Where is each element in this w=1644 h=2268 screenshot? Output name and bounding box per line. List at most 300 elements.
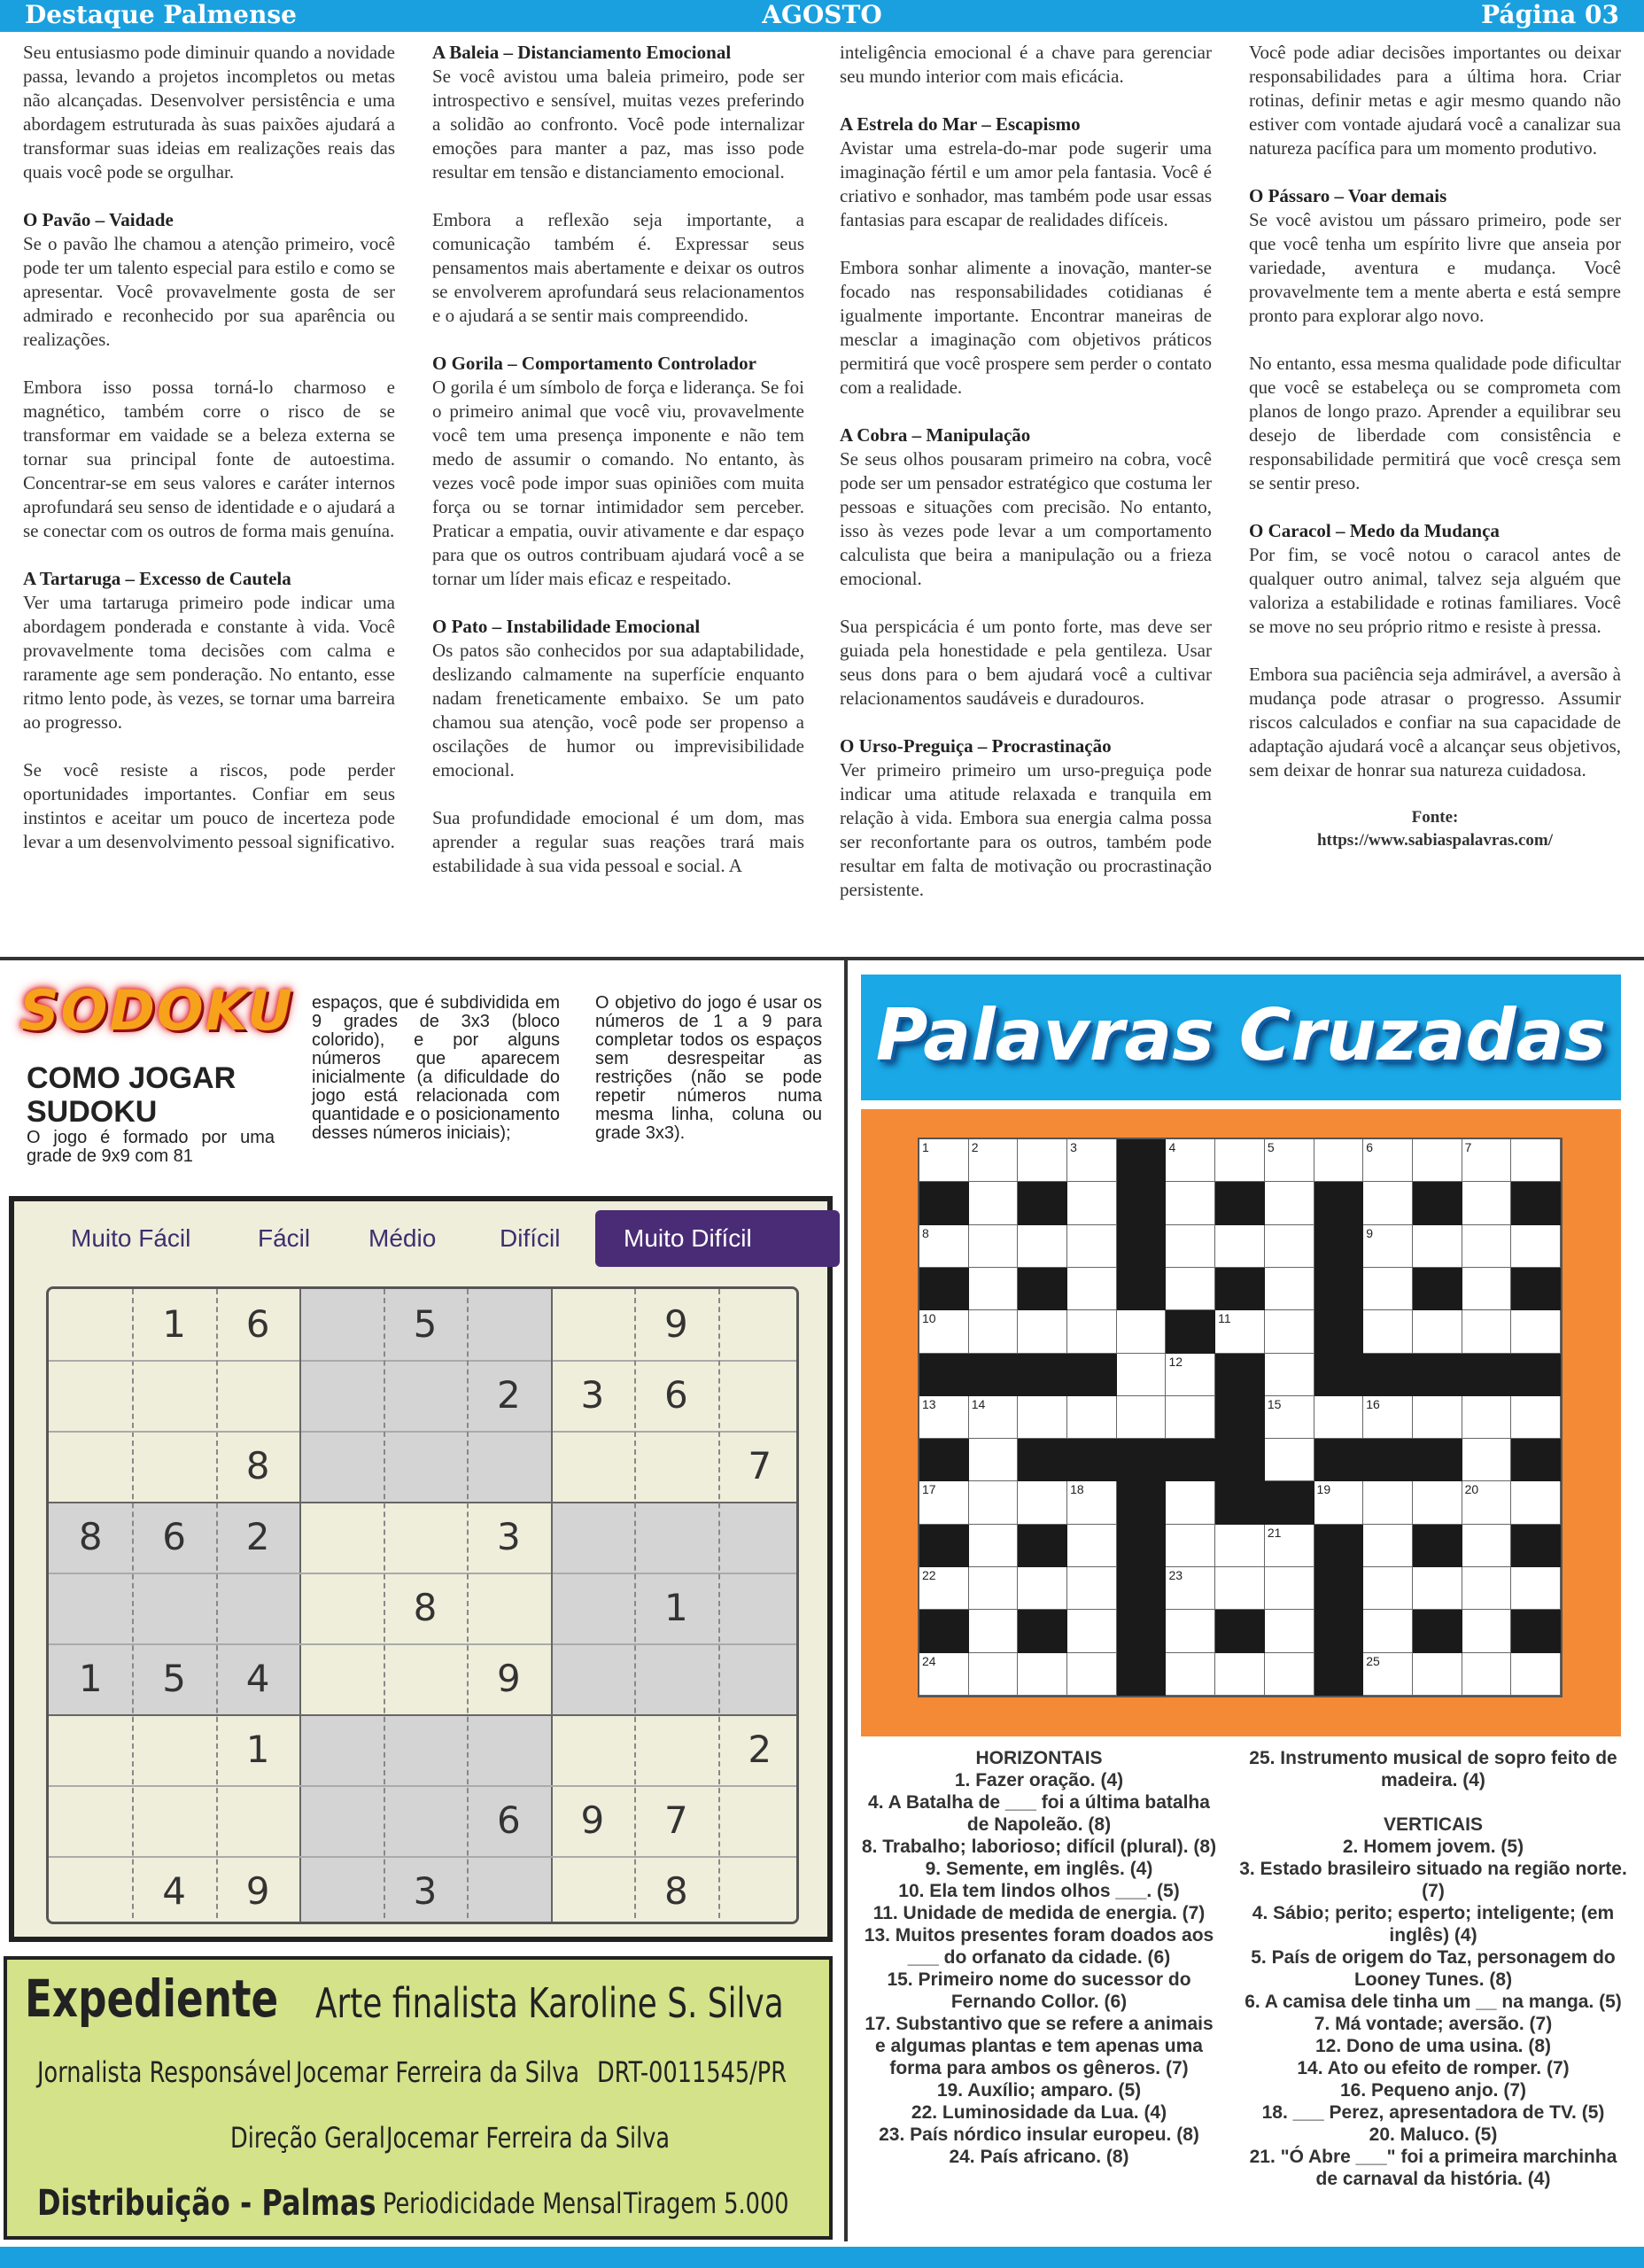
sudoku-cell[interactable] [49,1785,132,1856]
sudoku-cell[interactable]: 9 [663,1302,688,1346]
crossword-black-cell [1166,1439,1215,1481]
clue-item: 24. País africano. (8) [949,2147,1129,2167]
crossword-cell[interactable] [1117,1310,1167,1353]
clue-item: 2. Homem jovem. (5) [1342,1837,1524,1857]
crossword-black-cell [1117,1225,1167,1268]
section-title: A Estrela do Mar – Escapismo [840,113,1081,135]
sudoku-cell[interactable] [384,1431,467,1502]
crossword-number: 13 [922,1396,936,1411]
crossword-cell[interactable] [1363,1481,1413,1524]
sudoku-cell[interactable]: 1 [245,1728,270,1771]
paragraph: Se você avistou um pássaro primeiro, pode ser que você tenha um espírito livre que anseia por variedade, aventura e mudança. Você provavelmente tem a mente aberta e está sempre pronto para explorar algo novo. [1249,209,1621,326]
crossword-cell[interactable] [1265,1225,1314,1268]
sudoku-cell[interactable] [634,1502,717,1573]
crossword-cell[interactable] [1018,1481,1067,1524]
crossword-cell[interactable] [1462,1268,1512,1310]
crossword-black-cell [1166,1310,1215,1353]
expediente-box [4,1956,833,2240]
page-footer-bar [0,2247,1644,2268]
crossword-cell[interactable] [1067,1525,1117,1567]
crossword-cell[interactable] [969,1481,1019,1524]
crossword-black-cell [1314,1225,1364,1268]
crossword-black-cell [1067,1439,1117,1481]
article-columns [23,41,1623,951]
sudoku-cell[interactable] [551,1431,634,1502]
sudoku-cell[interactable]: 4 [162,1869,186,1913]
crossword-cell[interactable] [1511,1225,1561,1268]
crossword-black-cell [919,1525,969,1567]
sudoku-cell[interactable] [551,1714,634,1785]
clue-item: 15. Primeiro nome do sucessor do Fernando Collor. (6) [887,1969,1191,2012]
sudoku-cell[interactable]: 8 [78,1515,103,1558]
crossword-cell[interactable] [969,1182,1019,1224]
paragraph: Se você resiste a riscos, pode perder oportunidades importantes. Confiar em seus instintos e aceitar um pouco de incerteza pode levar a um desenvolvimento pessoal significativo. [23,759,395,852]
crossword-cell[interactable] [1511,1310,1561,1353]
sudoku-cell[interactable] [718,1856,799,1924]
sudoku-cell[interactable]: 6 [663,1373,688,1417]
source-url[interactable]: https://www.sabiaspalavras.com/ [1316,831,1554,850]
clue-item: 5. País de origem do Taz, personagem do Looney Tunes. (8) [1251,1947,1616,1990]
paragraph: Embora isso possa torná-lo charmoso e magnético, também corre o risco de se transformar em vaidade se a beleza externa se tornar sua principal fonte de autoestima. Concentrar-se em seus valores e caráter internos aprofundará seu senso de identidade e o ajudará a se conectar com os outros de forma mais genuína. [23,377,395,541]
crossword-black-cell [1314,1268,1364,1310]
periodicidade: Periodicidade Mensal [383,2186,623,2220]
tab-muito-dificil[interactable]: Muito Difícil [595,1210,840,1267]
crossword-number: 16 [1366,1396,1380,1411]
crossword-cell[interactable] [1462,1653,1512,1696]
sudoku-cell[interactable] [49,1431,132,1502]
expediente-title: Expediente [25,1969,279,2029]
sudoku-cell[interactable]: 5 [162,1657,186,1700]
sudoku-cell[interactable]: 3 [497,1515,521,1558]
crossword-cell[interactable] [1067,1567,1117,1610]
paragraph: Embora a reflexão seja importante, a comunicação também é. Expressar seus pensamentos mais abertamente e deixar os outros se envolverem aprofundará seus relacionamentos e o ajudará a se sentir mais compreendido. [432,209,804,326]
sudoku-cell[interactable]: 9 [245,1869,270,1913]
page-number: Página 03 [1481,0,1619,29]
crossword-black-cell [1413,1354,1462,1396]
crossword-cell[interactable] [1117,1354,1167,1396]
crossword-cell[interactable] [1018,1310,1067,1353]
crossword-black-cell [1117,1525,1167,1567]
paragraph: inteligência emocional é a chave para gerenciar seu mundo interior com mais eficácia. [840,42,1212,87]
clue-item: 7. Má vontade; aversão. (7) [1314,2014,1553,2034]
crossword-cell[interactable] [1363,1610,1413,1652]
sudoku-cell[interactable] [299,1289,383,1360]
sudoku-cell[interactable]: 6 [162,1515,186,1558]
crossword-cell[interactable] [1363,1182,1413,1224]
paragraph: Se o pavão lhe chamou a atenção primeiro, você pode ter um talento especial para estilo e como se apresentar. Você provavelmente gosta de ser admirado e reconhecido por sua aparência ou realizações. [23,233,395,350]
crossword-cell[interactable] [1215,1525,1265,1567]
clue-item: 25. Instrumento musical de sopro feito de madeira. (4) [1249,1748,1617,1790]
article-column-2 [432,41,804,902]
clue-item: 4. Sábio; perito; esperto; inteligente; (em inglês) (4) [1252,1903,1615,1946]
sudoku-cell[interactable]: 1 [663,1586,688,1629]
crossword-cell[interactable] [969,1310,1019,1353]
crossword-cell[interactable] [1018,1653,1067,1696]
crossword-cell[interactable] [1363,1525,1413,1567]
crossword-black-cell [1215,1182,1265,1224]
crossword-cell[interactable] [1018,1225,1067,1268]
crossword-black-cell [1018,1610,1067,1652]
source-label: Fonte: [1411,808,1459,827]
crossword-cell[interactable] [1462,1567,1512,1610]
crossword-black-cell [1018,1268,1067,1310]
sudoku-cell[interactable]: 3 [580,1373,605,1417]
crossword-cell[interactable] [1413,1396,1462,1439]
clue-item: 21. "Ó Abre ___" foi a primeira marchinha de carnaval da história. (4) [1249,2147,1617,2189]
sudoku-cell[interactable] [299,1502,383,1573]
sudoku-cell[interactable]: 2 [748,1728,772,1771]
crossword-cell[interactable] [1462,1182,1512,1224]
crossword-cell[interactable] [1314,1396,1364,1439]
clue-item: 22. Luminosidade da Lua. (4) [911,2102,1167,2123]
sudoku-cell[interactable] [299,1714,383,1785]
sudoku-cell[interactable] [634,1431,717,1502]
crossword-cell[interactable] [1413,1481,1462,1524]
howto-text-2: espaços, que é subdividida em 9 grades de 3x3 (bloco colorido), e por alguns números que aparecem inicialmente (a dificuldade do jogo está relacionada com quantidade e o posicionamento desses números iniciais); [312,993,560,1143]
sudoku-cell[interactable]: 8 [245,1444,270,1487]
direcao-name: Jocemar Ferreira da Silva [386,2121,671,2155]
crossword-cell[interactable] [1067,1610,1117,1652]
sudoku-cell[interactable] [551,1502,634,1573]
crossword-black-cell [919,1182,969,1224]
sudoku-cell[interactable] [634,1714,717,1785]
howto-title-line2: SUDOKU [27,1095,158,1129]
tab-medio[interactable]: Médio [368,1224,437,1252]
crossword-cell[interactable] [1166,1525,1215,1567]
sudoku-cell[interactable] [384,1502,467,1573]
sudoku-cell[interactable] [216,1573,299,1643]
sudoku-cell[interactable] [718,1573,799,1643]
crossword-cell[interactable] [1413,1567,1462,1610]
sudoku-cell[interactable]: 8 [413,1586,438,1629]
crossword-cell[interactable] [1413,1225,1462,1268]
crossword-black-cell [1314,1310,1364,1353]
crossword-black-cell [1314,1653,1364,1696]
crossword-cell[interactable] [1363,1268,1413,1310]
jornalista-name: Jocemar Ferreira da Silva [296,2055,580,2089]
crossword-cell[interactable] [1067,1396,1117,1439]
crossword-cell[interactable] [1511,1396,1561,1439]
sudoku-cell[interactable]: 4 [245,1657,270,1700]
sudoku-cell[interactable] [299,1360,383,1431]
section-title: O Caracol – Medo da Mudança [1249,520,1500,541]
section-title: A Cobra – Manipulação [840,424,1031,446]
sudoku-cell[interactable] [551,1573,634,1643]
sudoku-cell[interactable] [49,1573,132,1643]
crossword-cell[interactable] [1462,1439,1512,1481]
sudoku-cell[interactable] [467,1714,550,1785]
crossword-grid [918,1138,1563,1697]
month-label: AGOSTO [762,0,882,29]
crossword-cell[interactable] [1265,1354,1314,1396]
crossword-cell[interactable] [1462,1396,1512,1439]
crossword-cell[interactable] [1265,1268,1314,1310]
sudoku-cell[interactable] [467,1431,550,1502]
crossword-cell[interactable] [1265,1567,1314,1610]
crossword-cell[interactable] [1265,1310,1314,1353]
crossword-cell[interactable] [1265,1653,1314,1696]
crossword-cell[interactable] [1462,1310,1512,1353]
crossword-cell[interactable] [1067,1225,1117,1268]
sudoku-cell[interactable]: 9 [580,1798,605,1842]
sudoku-cell[interactable] [216,1360,299,1431]
crossword-cell[interactable] [1166,1182,1215,1224]
crossword-cell[interactable] [1511,1567,1561,1610]
sudoku-cell[interactable] [551,1856,634,1924]
clue-item: 23. País nórdico insular europeu. (8) [879,2124,1199,2145]
crossword-number: 9 [1366,1225,1374,1240]
sudoku-cell[interactable] [718,1360,799,1431]
clue-item: 9. Semente, em inglês. (4) [925,1859,1153,1879]
crossword-cell[interactable] [1413,1653,1462,1696]
crossword-number: 10 [922,1311,936,1326]
crossword-black-cell [1117,1567,1167,1610]
clue-item: 4. A Batalha de ___ foi a última batalha de Napoleão. (8) [868,1792,1210,1835]
sudoku-cell[interactable]: 1 [78,1657,103,1700]
clues-vertical-title: VERTICAIS [1383,1814,1483,1835]
crossword-black-cell [1314,1610,1364,1652]
crossword-cell[interactable] [1166,1225,1215,1268]
sudoku-cell[interactable] [467,1856,550,1924]
crossword-black-cell [1018,1439,1067,1481]
sudoku-cell[interactable] [299,1856,383,1924]
crossword-cell[interactable] [1166,1653,1215,1696]
crossword-cell[interactable] [1215,1653,1265,1696]
sudoku-cell[interactable]: 9 [497,1657,521,1700]
sudoku-cell[interactable] [718,1643,799,1714]
crossword-cell[interactable] [1166,1610,1215,1652]
crossword-number: 23 [1168,1568,1183,1583]
crossword-black-cell [1117,1139,1167,1182]
sudoku-cell[interactable] [718,1289,799,1360]
crossword-black-cell [1215,1439,1265,1481]
crossword-cell[interactable] [1018,1396,1067,1439]
clue-item: 18. ___ Perez, apresentadora de TV. (5) [1261,2102,1605,2123]
sudoku-cell[interactable] [467,1289,550,1360]
crossword-black-cell [1363,1439,1413,1481]
paragraph: Os patos são conhecidos por sua adaptabilidade, deslizando calmamente na superfície enquanto nadam freneticamente embaixo. Se um pato chamou sua atenção, você pode ser propenso a oscilações de humor ou imprevisibilidade emocional. [432,640,804,781]
crossword-number: 17 [922,1482,936,1497]
paragraph: Sua profundidade emocional é um dom, mas aprender a regular suas reações trará mais estabilidade à sua vida pessoal e social. A [432,807,804,876]
crossword-black-cell [1265,1481,1314,1524]
crossword-number: 7 [1464,1140,1472,1154]
crossword-cell[interactable] [1413,1139,1462,1182]
article-column-1 [23,41,395,878]
crossword-cell[interactable] [1413,1310,1462,1353]
clue-item: 8. Trabalho; laborioso; difícil (plural). (8) [861,1837,1217,1857]
clue-item: 3. Estado brasileiro situado na região norte. (7) [1239,1859,1627,1901]
crossword-banner [861,975,1621,1100]
paragraph: Embora sua paciência seja admirável, a aversão à mudança pode atrasar o progresso. Assumir riscos calculados e confiar na sua capacidade de adaptação ajudará você a alcançar seus objetivos, sem deixar de honrar sua natureza cuidadosa. [1249,664,1621,781]
sudoku-cell[interactable] [49,1856,132,1924]
sudoku-cell[interactable]: 6 [245,1302,270,1346]
crossword-cell[interactable] [1067,1182,1117,1224]
crossword-number: 6 [1366,1140,1374,1154]
clue-item: 10. Ela tem lindos olhos ___. (5) [898,1881,1180,1901]
crossword-black-cell [1413,1182,1462,1224]
sudoku-cell[interactable] [551,1643,634,1714]
crossword-cell[interactable] [1215,1139,1265,1182]
newspaper-name: Destaque Palmense [25,0,297,29]
howto-text-3: O objetivo do jogo é usar os números de 1 a 9 para completar todos os espaços sem desrespeitar as restrições (não se pode repetir números numa mesma linha, coluna ou grade 3x3). [595,993,822,1143]
sudoku-cell[interactable] [132,1714,215,1785]
tab-dificil[interactable]: Difícil [500,1224,561,1252]
crossword-cell[interactable] [969,1225,1019,1268]
crossword-number: 1 [922,1140,929,1154]
crossword-number: 8 [922,1225,929,1240]
sudoku-cell[interactable] [467,1573,550,1643]
section-title: A Baleia – Distanciamento Emocional [432,42,732,63]
clue-item: 14. Ato ou efeito de romper. (7) [1297,2058,1570,2078]
crossword-number: 18 [1070,1482,1084,1497]
crossword-cell[interactable] [1067,1653,1117,1696]
sudoku-cell[interactable] [551,1289,634,1360]
crossword-number: 2 [971,1140,979,1154]
crossword-cell[interactable] [1018,1139,1067,1182]
sudoku-cell[interactable] [299,1785,383,1856]
crossword-cell[interactable] [1265,1610,1314,1652]
sudoku-cell[interactable]: 6 [497,1798,521,1842]
crossword-cell[interactable] [1215,1225,1265,1268]
crossword-cell[interactable] [1462,1610,1512,1652]
drt-number: DRT-0011545/PR [597,2055,787,2089]
crossword-cell[interactable] [969,1610,1019,1652]
crossword-black-cell [1363,1354,1413,1396]
crossword-cell[interactable] [1511,1653,1561,1696]
crossword-cell[interactable] [969,1567,1019,1610]
crossword-black-cell [1462,1354,1512,1396]
sudoku-cell[interactable]: 7 [663,1798,688,1842]
section-title: O Urso-Preguiça – Procrastinação [840,735,1112,757]
crossword-cell[interactable] [1314,1139,1364,1182]
crossword-cell[interactable] [969,1653,1019,1696]
sudoku-cell[interactable] [299,1573,383,1643]
paragraph: Ver primeiro primeiro um urso-preguiça pode indicar uma atitude relaxada e tranquila em relação à vida. Embora sua energia calma possa ser reconfortante para os outros, também pode resultar em falta de motivação ou procrastinação persistente. [840,759,1212,900]
crossword-black-cell [1018,1354,1067,1396]
crossword-black-cell [1117,1268,1167,1310]
crossword-cell[interactable] [1166,1268,1215,1310]
crossword-black-cell [1413,1525,1462,1567]
clues-horizontal [857,1747,1221,2168]
crossword-cell[interactable] [1215,1567,1265,1610]
section-title: A Tartaruga – Excesso de Cautela [23,568,291,589]
sudoku-panel [9,1196,833,1942]
crossword-black-cell [1215,1268,1265,1310]
sudoku-cell[interactable] [718,1502,799,1573]
section-title: O Pato – Instabilidade Emocional [432,616,701,637]
sudoku-cell[interactable] [384,1785,467,1856]
jornalista-label: Jornalista Responsável [37,2055,292,2089]
paragraph: O gorila é um símbolo de força e liderança. Se foi o primeiro animal que você viu, provavelmente você tem uma presença imponente e não tem medo de assumir o comando. No entanto, às vezes você pode impor suas opiniões com muita força ou se tornar intimidador sem perceber. Praticar a empatia, ouvir ativamente e dar espaço para que os outros contribuam ajudará você a se tornar um líder mais eficaz e respeitado. [432,377,804,589]
crossword-cell[interactable] [1363,1310,1413,1353]
sudoku-cell[interactable]: 2 [245,1515,270,1558]
article-column-3 [840,41,1212,926]
sudoku-cell[interactable] [299,1643,383,1714]
crossword-black-cell [919,1610,969,1652]
crossword-black-cell [1117,1439,1167,1481]
crossword-black-cell [1511,1268,1561,1310]
crossword-cell[interactable] [1067,1268,1117,1310]
tab-muito-facil[interactable]: Muito Fácil [71,1224,191,1252]
crossword-cell[interactable] [1265,1439,1314,1481]
sudoku-cell[interactable]: 3 [413,1869,438,1913]
sudoku-cell[interactable] [384,1714,467,1785]
paragraph: Avistar uma estrela-do-mar pode sugerir uma imaginação fértil e um amor pela fantasia. Você é criativo e sonhador, mas também pode usar essas fantasias para escapar de realidades difíceis. [840,137,1212,230]
sudoku-cell[interactable] [49,1714,132,1785]
sudoku-cell[interactable]: 2 [497,1373,521,1417]
clue-item: 11. Unidade de medida de energia. (7) [872,1903,1206,1923]
sudoku-cell[interactable] [299,1431,383,1502]
sudoku-cell[interactable] [132,1785,215,1856]
howto-text-1: O jogo é formado por uma grade de 9x9 com 81 [27,1128,275,1166]
crossword-black-cell [1511,1439,1561,1481]
crossword-cell[interactable] [1363,1567,1413,1610]
crossword-black-cell [1018,1525,1067,1567]
crossword-black-cell [1215,1396,1265,1439]
crossword-number: 15 [1267,1396,1282,1411]
spacer [1238,1791,1628,1814]
paragraph: Se seus olhos pousaram primeiro na cobra, você pode ser um pensador estratégico que costuma ler pessoas e situações com precisão. No entanto, isso às vezes pode levar a um comportamento calculista que beira a manipulação ou a frieza emocional. [840,448,1212,589]
sudoku-cell[interactable] [384,1360,467,1431]
crossword-cell[interactable] [1117,1396,1167,1439]
sudoku-cell[interactable] [132,1360,215,1431]
article-column-4 [1249,41,1621,852]
crossword-cell[interactable] [1511,1481,1561,1524]
crossword-black-cell [1511,1182,1561,1224]
crossword-cell[interactable] [1511,1139,1561,1182]
column-divider [844,960,848,2241]
sudoku-cell[interactable]: 7 [748,1444,772,1487]
sudoku-cell[interactable] [49,1360,132,1431]
paragraph: Por fim, se você notou o caracol antes de qualquer outro animal, talvez seja alguém que valoriza a estabilidade e rotinas familiares. Você se move no seu próprio ritmo e resiste à pressa. [1249,544,1621,637]
crossword-number: 3 [1070,1140,1077,1154]
crossword-cell[interactable] [969,1525,1019,1567]
page-header [0,0,1644,32]
crossword-cell[interactable] [1067,1310,1117,1353]
crossword-number: 20 [1464,1482,1479,1497]
tab-facil[interactable]: Fácil [258,1224,311,1252]
howto-title-line1: COMO JOGAR [27,1061,237,1095]
sudoku-grid [46,1286,799,1924]
sudoku-cell[interactable] [132,1431,215,1502]
crossword-cell[interactable] [1265,1182,1314,1224]
crossword-cell[interactable] [1462,1525,1512,1567]
sudoku-cell[interactable] [49,1289,132,1360]
crossword-cell[interactable] [1166,1396,1215,1439]
crossword-cell[interactable] [969,1439,1019,1481]
crossword-cell[interactable] [1166,1481,1215,1524]
crossword-cell[interactable] [1462,1225,1512,1268]
crossword-black-cell [1215,1354,1265,1396]
crossword-black-cell [919,1439,969,1481]
sudoku-cell[interactable] [132,1573,215,1643]
crossword-black-cell [1067,1354,1117,1396]
crossword-cell[interactable] [1018,1567,1067,1610]
crossword-cell[interactable] [969,1268,1019,1310]
paragraph: Você pode adiar decisões importantes ou deixar responsabilidades para a última hora. Criar rotinas, definir metas e agir mesmo quando não estiver com vontade ajudará você a canalizar sua natureza pacífica para um momento produtivo. [1249,42,1621,159]
sudoku-cell[interactable] [216,1785,299,1856]
tiragem: Tiragem 5.000 [624,2186,789,2220]
sudoku-cell[interactable] [718,1785,799,1856]
crossword-black-cell [1413,1439,1462,1481]
crossword-black-cell [1117,1610,1167,1652]
sudoku-cell[interactable]: 8 [663,1869,688,1913]
sudoku-cell[interactable] [384,1643,467,1714]
sudoku-cell[interactable]: 5 [413,1302,438,1346]
sudoku-cell[interactable]: 1 [162,1302,186,1346]
sudoku-cell[interactable] [634,1643,717,1714]
crossword-number: 4 [1168,1140,1176,1154]
